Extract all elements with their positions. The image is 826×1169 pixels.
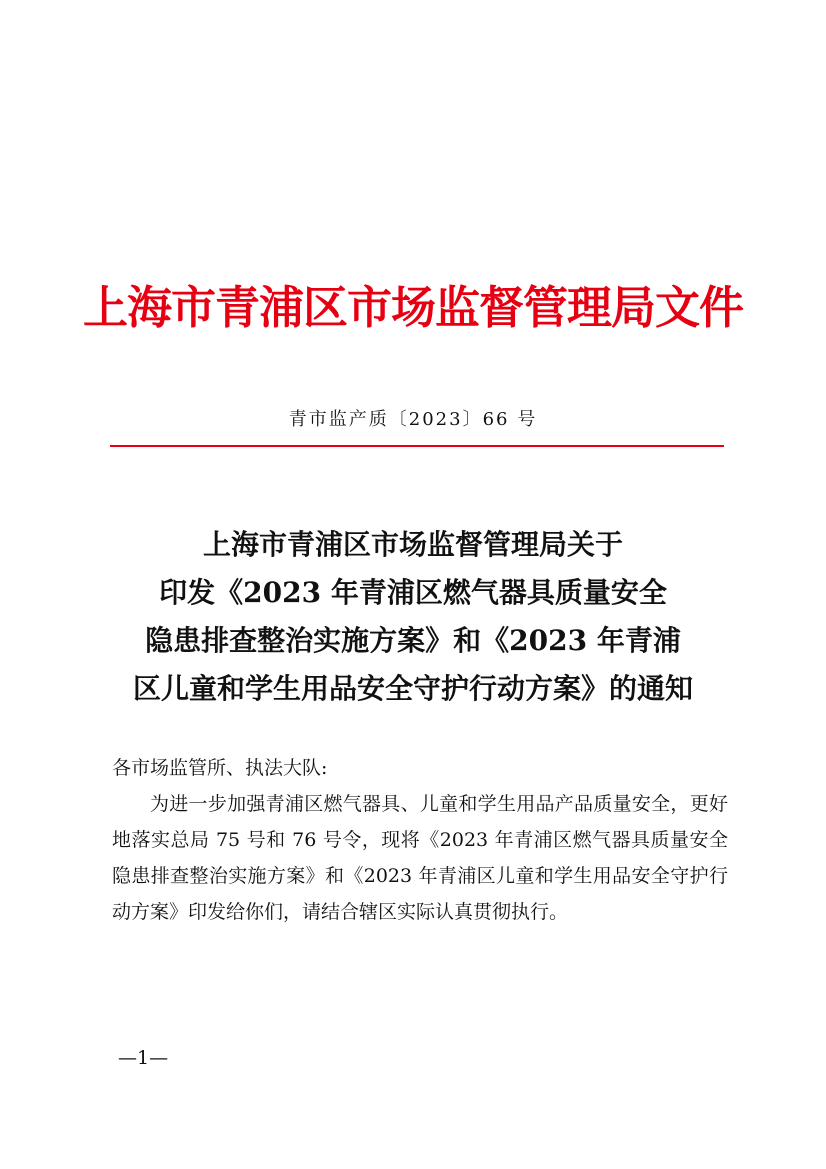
page-number: —1— — [118, 1047, 169, 1069]
notice-title-line-4: 区儿童和学生用品安全守护行动方案》的通知 — [132, 672, 693, 705]
notice-title-line-3: 隐患排查整治实施方案》和《2023 年青浦 — [145, 624, 681, 657]
notice-title-line-2: 印发《2023 年青浦区燃气器具质量安全 — [159, 576, 667, 609]
notice-title — [0, 521, 826, 713]
body-paragraph: 为进一步加强青浦区燃气器具、儿童和学生用品产品质量安全，更好地落实总局 75 号和 76 号令，现将《2023 年青浦区燃气器具质量安全隐患排查整治实施方案》和《2023 年青浦区儿童和学生用品安全守护行动方案》印发给你们，请结合辖区实际认真贯彻执行。 — [112, 793, 728, 923]
document-header-title: 上海市青浦区市场监督管理局文件 — [82, 281, 743, 334]
red-header-rule — [110, 445, 724, 447]
notice-title-line-1: 上海市青浦区市场监督管理局关于 — [202, 528, 623, 561]
document-number: 青市监产质〔2023〕66 号 — [288, 409, 538, 430]
salutation: 各市场监管所、执法大队: — [112, 757, 328, 779]
notice-body — [112, 750, 728, 930]
